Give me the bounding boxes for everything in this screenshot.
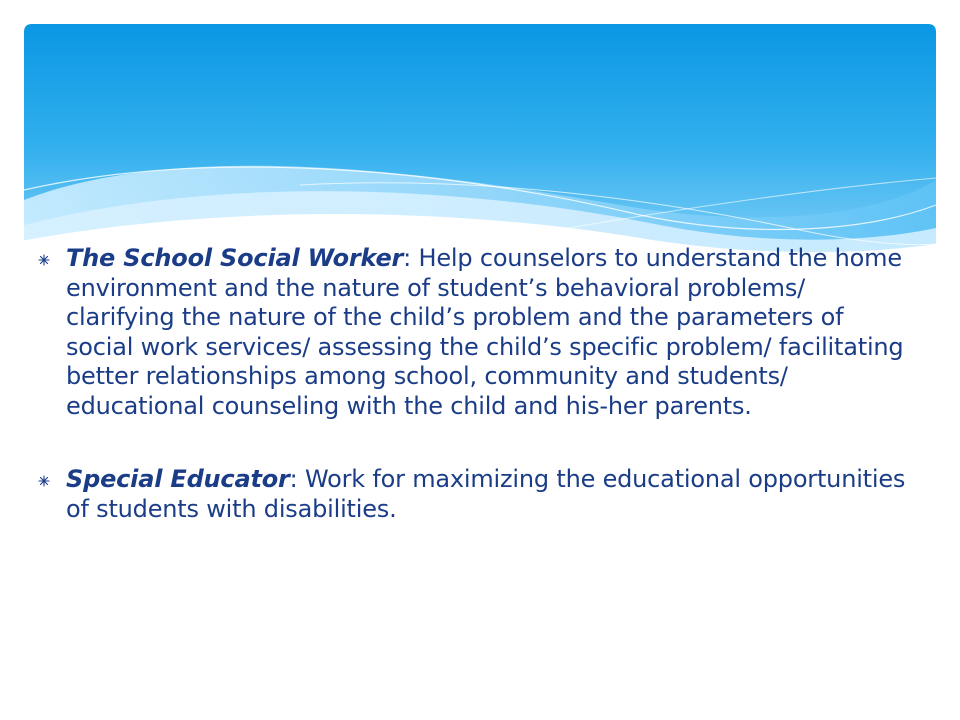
- bullet-term: Special Educator: [66, 465, 290, 493]
- bullet-list: [38, 244, 918, 524]
- bullet-text: Work for maximizing the educational opportunities of students with disabilities.: [66, 465, 906, 523]
- bullet-text: Help counselors to understand the home environment and the nature of student’s behavioral problems/ clarifying the nature of the child’s problem and the parameters of social work services/ assessing the child’s specific problem/ facilitating better relationships among school, community and students/ educational counseling with the child and his-her parents.: [66, 244, 904, 420]
- bullet-term: The School Social Worker: [66, 244, 404, 272]
- bullet-item-special-educator: [38, 465, 918, 524]
- bullet-item-school-social-worker: [38, 244, 918, 421]
- asterisk-bullet-icon: [38, 254, 50, 266]
- asterisk-bullet-icon: [38, 475, 50, 487]
- bullet-separator: :: [403, 244, 419, 272]
- bullet-separator: :: [289, 465, 305, 493]
- header-wave-banner: [0, 0, 960, 260]
